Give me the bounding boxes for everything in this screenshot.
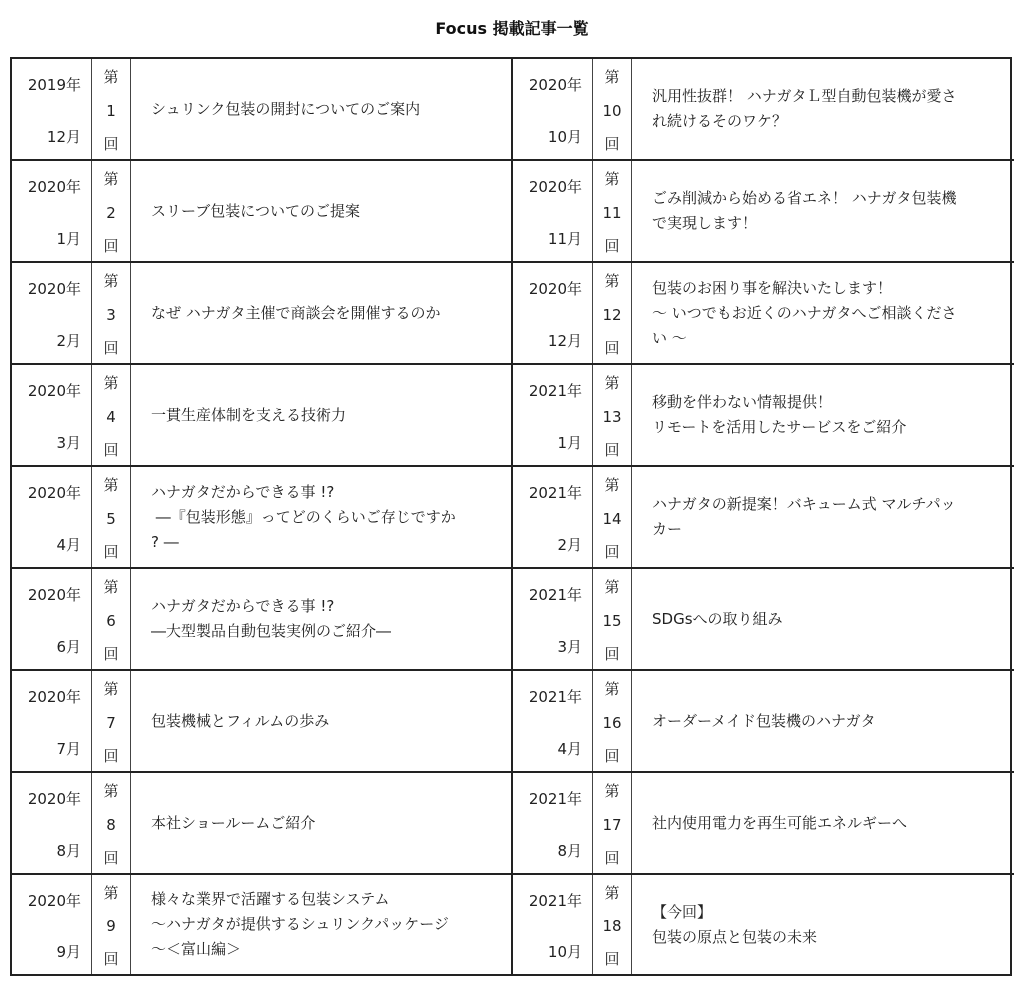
article-title [632,263,1014,363]
issue-suffix: 回 [103,747,119,765]
article-title [131,569,511,669]
table-row [12,161,511,263]
article-issue-number [593,773,632,873]
issue-number: 5 [106,509,116,528]
article-title-line: ハナガタだからできる事 !? [151,482,335,501]
articles-table [10,57,1012,976]
article-issue-number [92,773,131,873]
issue-prefix: 第 [604,374,620,392]
article-issue-number [593,569,632,669]
issue-number: 10 [602,101,622,120]
article-issue-number [92,671,131,771]
issue-number: 1 [106,101,116,120]
article-issue-number [92,365,131,465]
article-year: 2021年 [528,688,582,706]
article-title-line: れ続けるそのワケ？ [652,112,788,130]
article-title-line: 包装機械とフィルムの歩み [151,711,330,730]
article-title [131,59,511,159]
article-year: 2020年 [27,892,81,910]
article-title-line: 包装のお困り事を解決いたします！ [652,278,893,297]
issue-suffix: 回 [604,747,620,765]
article-title [632,875,1014,974]
article-year: 2019年 [27,76,81,94]
article-title-line: ～ いつでもお近くのハナガタへご相談くださ [652,303,957,322]
article-year: 2021年 [528,892,582,910]
issue-number: 2 [106,203,116,222]
issue-prefix: 第 [103,476,119,494]
article-year: 2020年 [27,688,81,706]
article-year: 2020年 [27,178,81,196]
article-issue-number [593,467,632,567]
article-title-line: オーダーメイド包装機のハナガタ [652,711,876,730]
article-date [12,467,92,567]
article-month: 6月 [56,638,81,656]
article-date [513,671,593,771]
issue-number: 11 [602,203,622,222]
article-month: 1月 [56,230,81,248]
article-issue-number [593,161,632,261]
article-date [12,161,92,261]
issue-suffix: 回 [604,849,620,867]
issue-prefix: 第 [604,884,620,902]
article-year: 2020年 [27,484,81,502]
table-row [513,365,1014,467]
issue-suffix: 回 [103,237,119,255]
articles-column-right [513,59,1014,974]
article-title [131,263,511,363]
article-month: 1月 [557,434,582,452]
article-title-line: 様々な業界で活躍する包装システム [151,890,390,908]
issue-number: 4 [106,407,116,426]
issue-prefix: 第 [604,578,620,596]
article-date [12,263,92,363]
article-month: 12月 [547,332,582,350]
article-title [131,773,511,873]
article-date [12,365,92,465]
article-issue-number [92,875,131,974]
article-month: 12月 [46,128,81,146]
table-row [12,59,511,161]
article-year: 2020年 [528,280,582,298]
article-issue-number [593,59,632,159]
article-date [513,263,593,363]
issue-suffix: 回 [103,441,119,459]
article-title-line: で実現します！ [652,214,758,232]
article-title-line: ハナガタの新提案！バキューム式 マルチパッ [652,495,956,513]
article-month: 8月 [56,842,81,860]
article-title [131,365,511,465]
issue-suffix: 回 [604,543,620,561]
article-title-line: 本社ショールームご紹介 [151,813,316,832]
issue-suffix: 回 [103,645,119,663]
article-title [131,467,511,567]
issue-prefix: 第 [103,782,119,800]
article-date [513,875,593,974]
article-title-line: ―『包装形態』ってどのくらいご存じですか [151,507,456,526]
issue-number: 7 [106,713,116,732]
issue-suffix: 回 [103,849,119,867]
article-title-line: ハナガタだからできる事 !? [151,597,335,615]
article-title-line: 一貫生産体制を支える技術力 [151,405,347,424]
article-title-line: リモートを活用したサービスをご紹介 [652,418,907,436]
articles-column-left [12,59,513,974]
issue-suffix: 回 [604,441,620,459]
article-year: 2020年 [27,790,81,808]
issue-prefix: 第 [103,68,119,86]
table-row [513,671,1014,773]
issue-prefix: 第 [103,578,119,596]
article-date [513,569,593,669]
article-title-line: ? ― [151,532,179,551]
article-title [131,875,511,974]
issue-prefix: 第 [604,272,620,290]
article-title-line: なぜ ハナガタ主催で商談会を開催するのか [151,303,441,322]
article-date [513,467,593,567]
article-month: 3月 [56,434,81,452]
article-month: 8月 [557,842,582,860]
issue-number: 3 [106,305,116,324]
table-row [12,875,511,974]
article-year: 2021年 [528,586,582,604]
article-month: 9月 [56,943,81,961]
table-row [12,773,511,875]
issue-number: 6 [106,611,116,630]
article-date [513,365,593,465]
issue-prefix: 第 [604,68,620,86]
issue-number: 8 [106,815,116,834]
article-date [513,773,593,873]
table-row [12,569,511,671]
issue-suffix: 回 [604,339,620,357]
article-title-line: ごみ削減から始める省エネ！ ハナガタ包装機 [652,189,957,207]
table-row [12,467,511,569]
table-row [513,569,1014,671]
article-issue-number [92,569,131,669]
issue-prefix: 第 [103,272,119,290]
issue-prefix: 第 [103,680,119,698]
article-title-line: シュリンク包装の開封についてのご案内 [151,99,421,118]
article-month: 10月 [547,128,582,146]
article-issue-number [92,161,131,261]
article-title [632,773,1014,873]
table-row [12,671,511,773]
issue-number: 15 [602,611,622,630]
article-year: 2021年 [528,382,582,400]
article-title [632,569,1014,669]
article-month: 10月 [547,943,582,961]
article-title [632,161,1014,261]
article-title [632,365,1014,465]
table-row [12,263,511,365]
article-title [632,467,1014,567]
article-title-line: 移動を伴わない情報提供！ [652,393,833,411]
table-row [513,263,1014,365]
article-year: 2020年 [528,76,582,94]
issue-suffix: 回 [604,237,620,255]
article-year: 2021年 [528,484,582,502]
article-title-line: ～＜富山編＞ [151,940,242,958]
article-month: 3月 [557,638,582,656]
article-issue-number [92,263,131,363]
issue-suffix: 回 [604,950,620,968]
issue-prefix: 第 [103,884,119,902]
article-year: 2020年 [528,178,582,196]
issue-suffix: 回 [604,645,620,663]
article-title-line: 汎用性抜群！ ハナガタＬ型自動包装機が愛さ [652,87,957,105]
article-issue-number [593,875,632,974]
issue-prefix: 第 [604,680,620,698]
article-month: 2月 [557,536,582,554]
issue-number: 9 [106,917,116,935]
table-row [12,365,511,467]
article-date [12,773,92,873]
article-issue-number [92,467,131,567]
issue-suffix: 回 [103,543,119,561]
issue-prefix: 第 [604,170,620,188]
article-title-line: 包装の原点と包装の未来 [652,927,818,946]
article-title [131,161,511,261]
table-row [513,59,1014,161]
table-row [513,773,1014,875]
article-issue-number [593,671,632,771]
article-title-line: スリーブ包装についてのご提案 [151,201,360,220]
issue-suffix: 回 [103,339,119,357]
article-year: 2020年 [27,382,81,400]
issue-number: 16 [602,713,622,732]
issue-number: 12 [602,305,622,324]
article-month: 11月 [547,230,582,248]
issue-prefix: 第 [604,476,620,494]
article-year: 2020年 [27,586,81,604]
article-date [12,875,92,974]
table-row [513,161,1014,263]
table-row [513,467,1014,569]
article-title-line: 【今回】 [652,902,713,921]
article-year: 2020年 [27,280,81,298]
issue-suffix: 回 [103,950,119,968]
article-year: 2021年 [528,790,582,808]
article-date [513,59,593,159]
issue-number: 13 [602,407,622,426]
article-title-line: 社内使用電力を再生可能エネルギーへ [652,813,908,832]
article-month: 7月 [56,740,81,758]
article-date [12,671,92,771]
article-title [131,671,511,771]
article-title-line: い ～ [652,328,687,347]
article-title-line: SDGsへの取り組み [652,609,783,628]
issue-number: 14 [602,509,622,528]
article-title [632,59,1014,159]
page-title: Focus 掲載記事一覧 [435,19,589,38]
issue-suffix: 回 [604,135,620,153]
article-issue-number [593,263,632,363]
article-date [12,569,92,669]
issue-prefix: 第 [103,374,119,392]
article-issue-number [593,365,632,465]
issue-number: 17 [602,815,622,834]
article-title [632,671,1014,771]
article-title-line: カー [652,520,683,538]
article-date [513,161,593,261]
issue-number: 18 [602,917,622,935]
article-date [12,59,92,159]
article-month: 2月 [56,332,81,350]
issue-prefix: 第 [604,782,620,800]
article-month: 4月 [56,536,81,554]
article-issue-number [92,59,131,159]
issue-suffix: 回 [103,135,119,153]
article-month: 4月 [557,740,582,758]
article-title-line: ～ハナガタが提供するシュリンクパッケージ [151,915,449,933]
table-row [513,875,1014,974]
issue-prefix: 第 [103,170,119,188]
article-title-line: ―大型製品自動包装実例のご紹介― [151,622,392,640]
